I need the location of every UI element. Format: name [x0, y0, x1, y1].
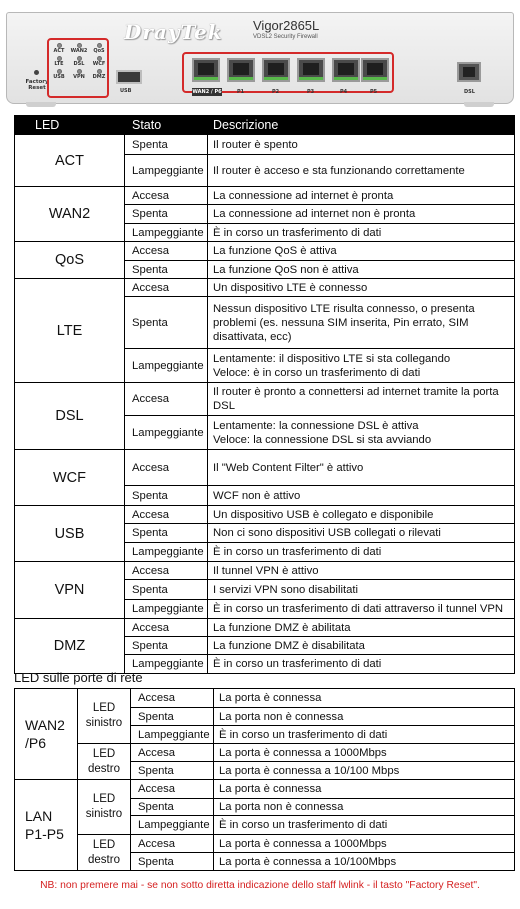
router-submodel: VDSL2 Security Firewall [253, 34, 318, 40]
stato-cell: Accesa [125, 619, 208, 637]
table-row [15, 135, 515, 155]
stato-cell: Accesa [131, 744, 214, 762]
descrizione-cell: Nessun dispositivo LTE risulta connesso, o presenta problemi (es. nessuna SIM inserita, Pin errato, SIM disattivata, ecc) [208, 297, 515, 349]
led-panel [50, 43, 108, 81]
ports-section-title: LED sulle porte di rete [14, 670, 143, 685]
led-qos: QoS [90, 43, 108, 55]
descrizione-cell: Un dispositivo USB è collegato e disponibile [208, 506, 515, 524]
port-label-p2: P2 [272, 89, 280, 95]
table-row [15, 780, 515, 799]
table-row [15, 835, 515, 853]
led-act: ACT [50, 43, 68, 55]
descrizione-cell: I servizi VPN sono disabilitati [208, 580, 515, 600]
header-led: LED [15, 116, 125, 135]
led-wan2: WAN2 [70, 43, 88, 55]
stato-cell: Spenta [131, 762, 214, 780]
led-name-cell: WAN2 [15, 187, 125, 242]
header-descrizione: Descrizione [208, 116, 515, 135]
descrizione-cell: È in corso un trasferimento di dati [208, 543, 515, 562]
header-stato: Stato [125, 116, 208, 135]
stato-cell: Lampeggiante [131, 816, 214, 835]
usb-port-label: USB [120, 88, 132, 94]
led-name-cell: WCF [15, 450, 125, 506]
led-side-cell: LED sinistro [78, 689, 131, 744]
stato-cell: Accesa [125, 450, 208, 486]
descrizione-cell: La porta è connessa a 1000Mbps [214, 835, 515, 853]
stato-cell: Lampeggiante [125, 349, 208, 383]
stato-cell: Spenta [125, 486, 208, 506]
descrizione-cell: La connessione ad internet non è pronta [208, 205, 515, 224]
stato-cell: Accesa [131, 689, 214, 708]
descrizione-cell: Il router è spento [208, 135, 515, 155]
table-row [15, 562, 515, 580]
port-label-p3: P3 [307, 89, 315, 95]
stato-cell: Accesa [125, 187, 208, 205]
descrizione-cell: Il "Web Content Filter" è attivo [208, 450, 515, 486]
port-label-wan2: WAN2 / P6 [192, 89, 222, 95]
stato-cell: Lampeggiante [125, 600, 208, 619]
stato-cell: Lampeggiante [125, 155, 208, 187]
descrizione-cell: Il tunnel VPN è attivo [208, 562, 515, 580]
dsl-port-icon [457, 62, 481, 82]
stato-cell: Accesa [125, 242, 208, 261]
stato-cell: Lampeggiante [125, 655, 208, 674]
router-illustration [6, 6, 514, 110]
stato-cell: Lampeggiante [125, 543, 208, 562]
descrizione-cell: La funzione QoS è attiva [208, 242, 515, 261]
port-name-cell: LAN P1-P5 [15, 780, 78, 871]
descrizione-cell: È in corso un trasferimento di dati attraverso il tunnel VPN [208, 600, 515, 619]
descrizione-cell: La porta non è connessa [214, 799, 515, 816]
ethernet-port-icon [361, 58, 389, 82]
descrizione-cell: Il router è acceso e sta funzionando correttamente [208, 155, 515, 187]
stato-cell: Accesa [131, 780, 214, 799]
descrizione-cell: La porta è connessa a 1000Mbps [214, 744, 515, 762]
descrizione-cell: La funzione DMZ è abilitata [208, 619, 515, 637]
stato-cell: Lampeggiante [131, 726, 214, 744]
led-side-cell: LED sinistro [78, 780, 131, 835]
descrizione-cell: È in corso un trasferimento di dati [208, 655, 515, 674]
table-row [15, 689, 515, 708]
port-label-dsl: DSL [464, 89, 475, 95]
port-label-p5: P5 [370, 89, 378, 95]
ethernet-port-icon [332, 58, 360, 82]
table-row [15, 619, 515, 637]
port-led-table [14, 688, 515, 871]
descrizione-cell: È in corso un trasferimento di dati [214, 816, 515, 835]
led-name-cell: DSL [15, 383, 125, 450]
descrizione-cell: Non ci sono dispositivi USB collegati o rilevati [208, 524, 515, 543]
stato-cell: Spenta [125, 580, 208, 600]
router-model-name: Vigor2865L [253, 18, 320, 33]
led-name-cell: ACT [15, 135, 125, 187]
descrizione-cell: È in corso un trasferimento di dati [214, 726, 515, 744]
led-side-cell: LED destro [78, 835, 131, 871]
stato-cell: Spenta [131, 853, 214, 871]
descrizione-cell: È in corso un trasferimento di dati [208, 224, 515, 242]
descrizione-cell: La porta è connessa a 10/100Mbps [214, 853, 515, 871]
router-foot-left [26, 102, 56, 107]
stato-cell: Accesa [125, 383, 208, 416]
led-dsl: DSL [70, 56, 88, 68]
descrizione-cell: Lentamente: il dispositivo LTE si sta collegando Veloce: è in corso un trasferimento di dati [208, 349, 515, 383]
descrizione-cell: Il router è pronto a connettersi ad internet tramite la porta DSL [208, 383, 515, 416]
descrizione-cell: La porta è connessa [214, 689, 515, 708]
stato-cell: Spenta [125, 135, 208, 155]
router-foot-right [464, 102, 494, 107]
led-side-cell: LED destro [78, 744, 131, 780]
descrizione-cell: WCF non è attivo [208, 486, 515, 506]
stato-cell: Spenta [125, 261, 208, 279]
table-row [15, 383, 515, 416]
descrizione-cell: La funzione QoS non è attiva [208, 261, 515, 279]
led-name-cell: LTE [15, 279, 125, 383]
led-name-cell: VPN [15, 562, 125, 619]
descrizione-cell: Lentamente: la connessione DSL è attiva Veloce: la connessione DSL si sta avviando [208, 416, 515, 450]
led-lte: LTE [50, 56, 68, 68]
port-name-cell: WAN2 /P6 [15, 689, 78, 780]
table-row [15, 279, 515, 297]
stato-cell: Lampeggiante [125, 224, 208, 242]
factory-reset-button [34, 70, 39, 75]
stato-cell: Accesa [125, 506, 208, 524]
table-row [15, 242, 515, 261]
table-row [15, 506, 515, 524]
descrizione-cell: La porta non è connessa [214, 708, 515, 726]
usb-port-icon [116, 70, 142, 84]
led-status-table [14, 115, 515, 674]
port-label-p1: P1 [237, 89, 245, 95]
table-row [15, 187, 515, 205]
led-name-cell: QoS [15, 242, 125, 279]
factory-reset-label: Factory Reset [25, 79, 49, 91]
stato-cell: Accesa [125, 562, 208, 580]
router-brand-logo: DrayTek [124, 20, 223, 44]
factory-reset-warning-note: NB: non premere mai - se non sotto diretta indicazione dello staff lwlink - il tasto "Factory Reset". [40, 880, 480, 891]
stato-cell: Lampeggiante [125, 416, 208, 450]
table-row [15, 450, 515, 486]
stato-cell: Spenta [125, 297, 208, 349]
descrizione-cell: La funzione DMZ è disabilitata [208, 637, 515, 655]
led-usb: USB [50, 69, 68, 81]
stato-cell: Spenta [131, 799, 214, 816]
descrizione-cell: La porta è connessa a 10/100 Mbps [214, 762, 515, 780]
stato-cell: Accesa [125, 279, 208, 297]
led-name-cell: DMZ [15, 619, 125, 674]
ethernet-port-icon [227, 58, 255, 82]
table-row [15, 744, 515, 762]
ethernet-port-icon [262, 58, 290, 82]
descrizione-cell: La connessione ad internet è pronta [208, 187, 515, 205]
descrizione-cell: La porta è connessa [214, 780, 515, 799]
led-dmz: DMZ [90, 69, 108, 81]
ethernet-port-icon [192, 58, 220, 82]
stato-cell: Spenta [125, 637, 208, 655]
stato-cell: Accesa [131, 835, 214, 853]
stato-cell: Spenta [131, 708, 214, 726]
descrizione-cell: Un dispositivo LTE è connesso [208, 279, 515, 297]
ethernet-port-icon [297, 58, 325, 82]
stato-cell: Spenta [125, 524, 208, 543]
table-header-row [15, 116, 515, 135]
led-wcf: WCF [90, 56, 108, 68]
led-name-cell: USB [15, 506, 125, 562]
stato-cell: Spenta [125, 205, 208, 224]
port-label-p4: P4 [340, 89, 348, 95]
led-vpn: VPN [70, 69, 88, 81]
